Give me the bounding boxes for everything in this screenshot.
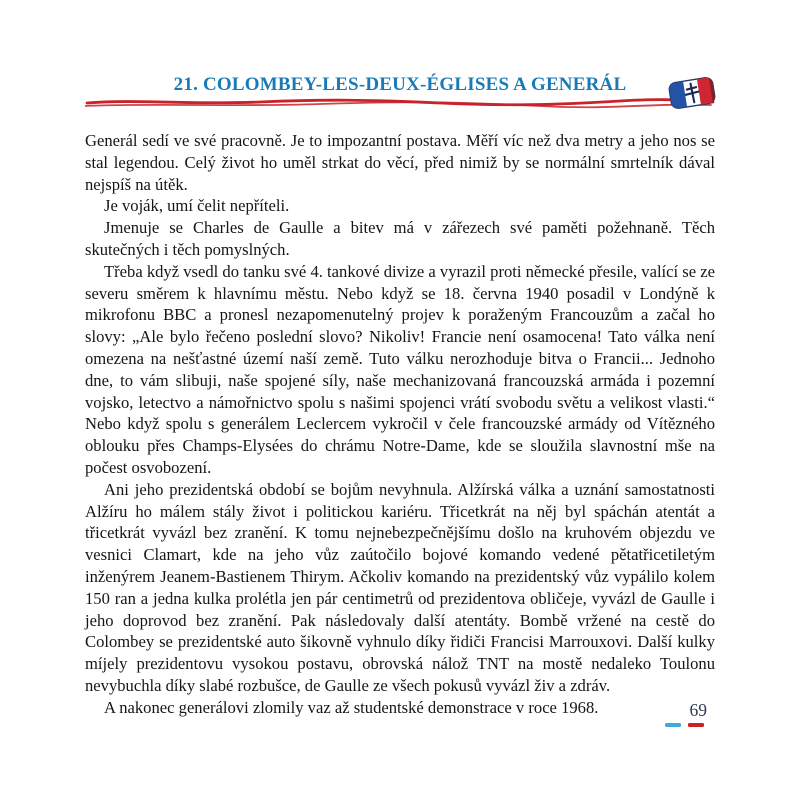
body-paragraph: Generál sedí ve své pracovně. Je to impozantní postava. Měří víc než dva metry a jeho nos se stal legendou. Celý život ho uměl strkat do věcí, před nimiž by se normální smrtelník dával nejspíš na útěk. bbox=[85, 131, 715, 194]
red-dash bbox=[688, 723, 704, 727]
blue-dash bbox=[665, 723, 681, 727]
french-flag-cross-of-lorraine-icon bbox=[665, 71, 719, 113]
body-paragraph: A nakonec generálovi zlomily vaz až studentské demonstrace v roce 1968. bbox=[104, 697, 599, 717]
chapter-title: 21. COLOMBEY-LES-DEUX-ÉGLISES A GENERÁL bbox=[173, 74, 627, 95]
page-number: 69 bbox=[689, 700, 707, 720]
footer-dashes bbox=[665, 723, 704, 727]
body-paragraph: Ani jeho prezidentská období se bojům nevyhnula. Alžírská válka a uznání samostatnosti Alžíru ho málem stály život i politickou kariéru. Třicetkrát na něj byl spáchán atentát a třicetkrát vyvázl bez zranění. K tomu nejnebezpečnějšímu došlo na kruhovém objezdu ve vesnici Clamart, kde na jeho vůz zaútočilo bojové komando vedené pětatřicetiletým inženýrem Jeanem-Bastienem Thirym. Ačkoliv komando na prezidentský vůz vypálilo kolem 150 ran a jedna kulka prolétla jen pár centimetrů od prezidentova obličeje, vyvázl de Gaulle i jeho doprovod bez zranění. Pak následovaly další atentáty. Bombě vržené na cestě do Colombey se prezidentské auto šikovně vyhnulo díky řidiči Francisi Marrouxovi. Další kulky míjely prezidentovu vysokou postavu, obrovská nálož TNT na mostě nedaleko Toulonu nevybuchla díky slabé rozbušce, de Gaulle ze všech pokusů vyvázl živ a zdráv. bbox=[85, 479, 715, 695]
body-paragraph: Jmenuje se Charles de Gaulle a bitev má v zářezech své paměti požehnaně. Těch skutečných i těch pomyslných. bbox=[85, 218, 715, 259]
page-footer bbox=[665, 701, 707, 727]
header-rule-container bbox=[85, 96, 715, 109]
red-wavy-rule bbox=[85, 96, 715, 109]
body-text bbox=[85, 130, 715, 719]
page-content bbox=[85, 74, 715, 719]
body-paragraph: Je voják, umí čelit nepříteli. bbox=[104, 196, 290, 216]
body-paragraph: Třeba když vsedl do tanku své 4. tankové divize a vyrazil proti německé přesile, valící se ze severu směrem k hlavnímu městu. Nebo když se 18. června 1940 posadil v Londýně k mikrofonu BBC a pronesl nezapomenutelný projev k poraženým Francouzům a začal ho slovy: „Ale bylo řečeno poslední slovo? Nikoliv! Francie není osamocena! Tato válka není omezena na nešťastné území naší země. Tuto válku nerozhoduje bitva o Francii... Jednoho dne, to vám slibuji, naše spojené síly, naše mechanizovaná francouzská armáda i pozemní vojsko, letectvo a námořnictvo spolu s našimi spojenci vrátí svobodu světu a velikost vlasti.“ Nebo když spolu s generálem Leclercem vykročil v čele francouzské armády od Vítězného oblouku přes Champs-Elysées do chrámu Notre-Dame, kde se sloužila slavnostní mše na počest osvobození. bbox=[85, 261, 715, 477]
